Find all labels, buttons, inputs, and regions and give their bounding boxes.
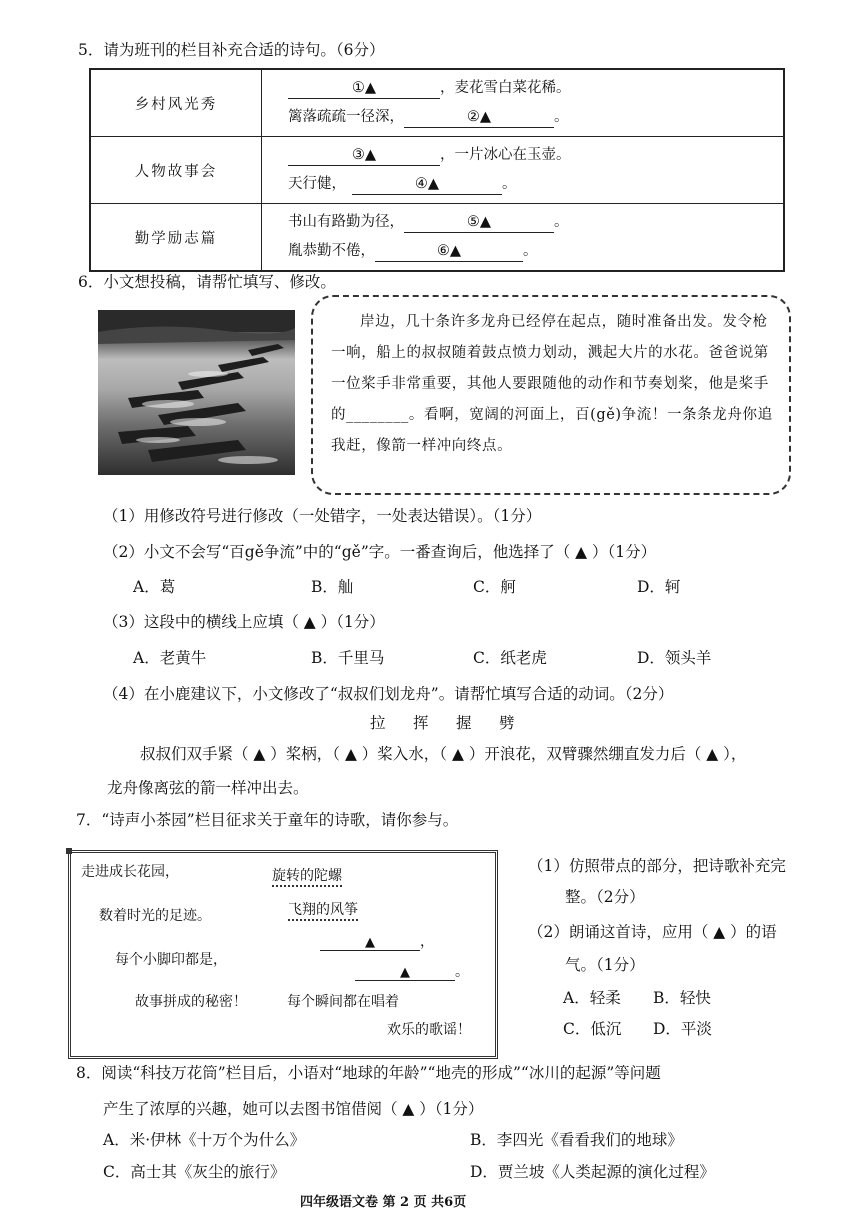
q8-option-d[interactable]: D．贾兰坡《人类起源的演化过程》 <box>470 1163 715 1181</box>
poem-text: 。 <box>502 176 517 192</box>
q8-option-b[interactable]: B．李四光《看看我们的地球》 <box>470 1131 683 1149</box>
poem-answer-blank[interactable]: ▲ <box>355 965 455 981</box>
poem-text: 。 <box>554 214 569 230</box>
answer-blank[interactable]: ⑤▲ <box>404 212 554 233</box>
poem-box <box>68 850 498 1059</box>
q6-sub2-option-a[interactable]: A．葛 <box>133 578 176 596</box>
q6-sub2-option-d[interactable]: D．轲 <box>637 578 681 596</box>
q6-sub3-option-c[interactable]: C．纸老虎 <box>473 649 547 667</box>
poem-line-dotted: 旋转的陀螺 <box>272 865 342 887</box>
q6-sub2-option-c[interactable]: C．舸 <box>473 578 516 596</box>
q6-sub4-sentence-cont: 龙舟像离弦的箭一样冲出去。 <box>107 779 309 797</box>
q7-option-b[interactable]: B．轻快 <box>653 989 711 1007</box>
verb-word: 拉 <box>370 714 386 732</box>
q6-sub4: （4）在小鹿建议下，小文修改了“叔叔们划龙舟”。请帮忙填写合适的动词。（2分） <box>103 685 674 703</box>
q7-option-a[interactable]: A．轻柔 <box>563 989 621 1007</box>
poem-answer-blank[interactable]: ▲ <box>320 935 420 951</box>
q6-title: 6．小文想投稿，请帮忙填写、修改。 <box>78 273 336 291</box>
answer-blank[interactable]: ③▲ <box>288 145 440 166</box>
q7-title: 7．“诗声小茶园”栏目征求关于童年的诗歌，请你参与。 <box>76 811 459 829</box>
dragon-boat-photo <box>98 310 295 475</box>
poem-text: 。 <box>523 243 538 259</box>
q5-category: 乡村风光秀 <box>90 69 262 137</box>
q6-sub1: （1）用修改符号进行修改（一处错字，一处表达错误）。（1分） <box>103 507 542 525</box>
q7-option-d[interactable]: D．平淡 <box>653 1020 712 1038</box>
story-text: 岸边，几十条许多龙舟已经停在起点，随时准备出发。发令枪一响，船上的叔叔随着鼓点愤力划动，溅起大片的水花。爸爸说第一位桨手非常重要，其他人要跟随他的动作和节奏划桨，他是桨手的________。看啊，宽阔的河面上，百(gě)争流！一条条龙舟你追我赶，像箭一样冲向终点。 <box>331 314 773 454</box>
poem-line: 数着时光的足迹。 <box>99 908 211 924</box>
answer-blank[interactable]: ④▲ <box>352 174 502 195</box>
q6-sub3: （3）这段中的横线上应填（ ▲ ）（1分） <box>103 613 385 631</box>
q5-title: 5．请为班刊的栏目补充合适的诗句。（6分） <box>78 41 385 59</box>
poem-punct: 。 <box>455 964 469 980</box>
story-box <box>311 295 791 495</box>
verb-word: 劈 <box>499 714 515 732</box>
answer-blank[interactable]: ⑥▲ <box>375 241 523 262</box>
poem-line-dotted: 飞翔的风筝 <box>288 899 358 921</box>
poem-text: ，一片冰心在玉壶。 <box>440 147 571 163</box>
q6-sub4-sentence: 叔叔们双手紧（ ▲ ）桨柄，（ ▲ ）桨入水，（ ▲ ）开浪花，双臂骤然绷直发力后（ ▲ ）， <box>140 745 747 763</box>
q5-row-lines <box>262 204 785 272</box>
poem-text: 。 <box>554 109 569 125</box>
q8-option-a[interactable]: A．米·伊林《十万个为什么》 <box>103 1131 306 1149</box>
q8-title-cont: 产生了浓厚的兴趣，她可以去图书馆借阅（ ▲ ）（1分） <box>103 1100 484 1118</box>
poem-line: 走进成长花园， <box>81 864 179 880</box>
poem-text: ，麦花雪白菜花稀。 <box>440 80 571 96</box>
poem-line: 每个瞬间都在唱着 <box>287 994 399 1010</box>
q7-sub1-cont: 整。（2分） <box>565 888 645 906</box>
poem-punct: ， <box>420 934 434 950</box>
q7-sub1: （1）仿照带点的部分，把诗歌补充完 <box>528 857 786 875</box>
verb-word: 握 <box>456 714 472 732</box>
q8-title: 8．阅读“科技万花筒”栏目后，小语对“地球的年龄”“地壳的形成”“冰川的起源”等问题 <box>76 1064 661 1082</box>
q5-category: 人物故事会 <box>90 137 262 204</box>
q6-sub3-option-a[interactable]: A．老黄牛 <box>133 649 207 667</box>
verb-word: 挥 <box>413 714 429 732</box>
q5-row-lines <box>262 137 785 204</box>
q5-table <box>89 68 785 272</box>
poem-text: 天行健， <box>288 176 346 192</box>
q7-sub2-cont: 气。（1分） <box>565 956 645 974</box>
q8-option-c[interactable]: C．高士其《灰尘的旅行》 <box>103 1163 286 1181</box>
q6-sub2: （2）小文不会写“百gě争流”中的“gě”字。一番查询后，他选择了（ ▲ ）（1分） <box>103 543 657 561</box>
q6-sub3-option-b[interactable]: B．千里马 <box>311 649 385 667</box>
q5-category: 勤学励志篇 <box>90 204 262 272</box>
poem-text: 胤恭勤不倦， <box>288 243 375 259</box>
poem-line: 故事拼成的秘密！ <box>135 994 247 1010</box>
q6-sub3-option-d[interactable]: D．领头羊 <box>637 649 712 667</box>
answer-blank[interactable]: ②▲ <box>404 107 554 128</box>
q7-sub2: （2）朗诵这首诗，应用（ ▲ ）的语 <box>528 923 777 941</box>
poem-text: 篱落疏疏一径深， <box>288 109 404 125</box>
poem-text: 书山有路勤为径， <box>288 214 404 230</box>
answer-blank[interactable]: ①▲ <box>288 78 440 99</box>
q6-sub2-option-b[interactable]: B．舢 <box>311 578 354 596</box>
poem-line: 欢乐的歌谣！ <box>387 1022 471 1038</box>
poem-line: 每个小脚印都是， <box>115 952 227 968</box>
page-footer: 四年级语文卷 第 2 页 共6页 <box>300 1195 467 1210</box>
q7-option-c[interactable]: C．低沉 <box>563 1020 622 1038</box>
q5-row-lines <box>262 69 785 137</box>
